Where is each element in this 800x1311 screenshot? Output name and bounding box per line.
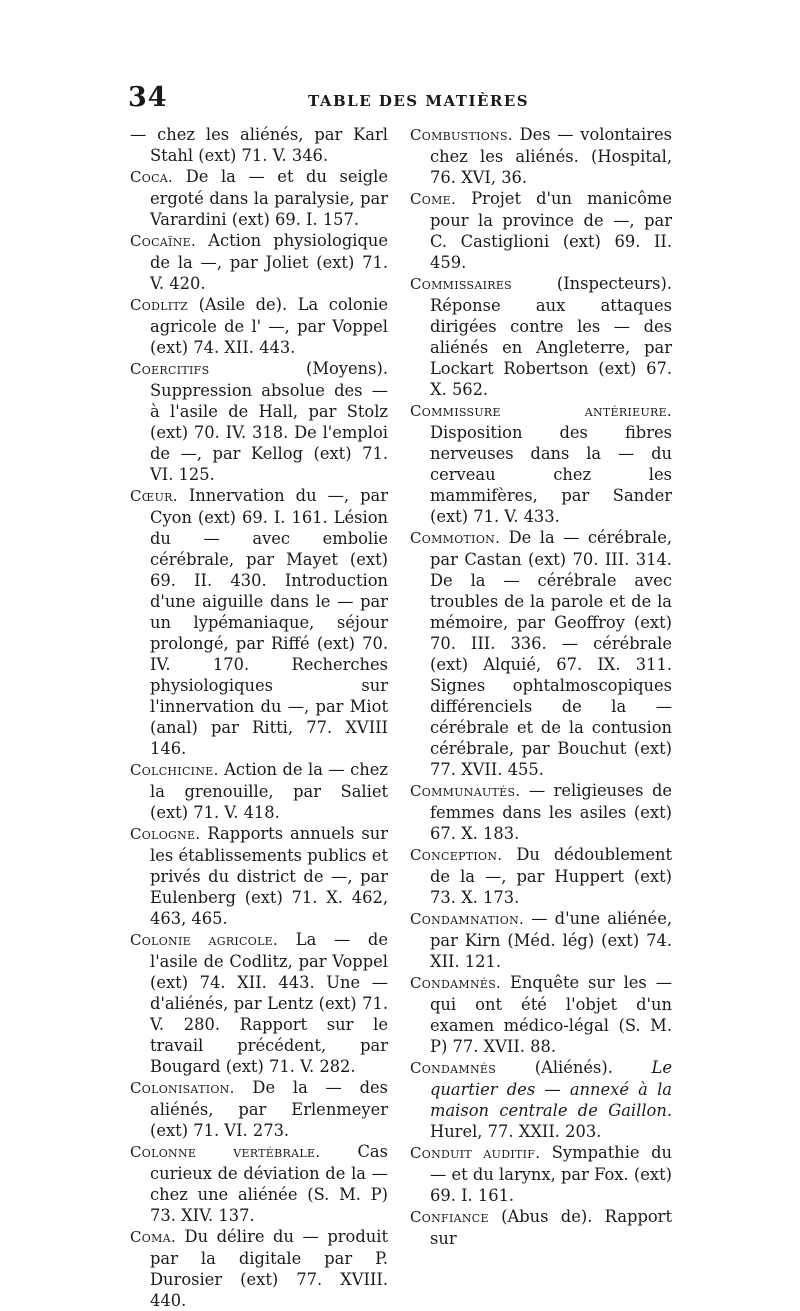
entry-headword: Commissure antérieure. xyxy=(410,402,672,420)
entry-text: De la — et du seigle ergoté dans la paralysie, par Varardini (ext) 69. I. 157. xyxy=(150,167,388,229)
index-entry xyxy=(130,166,388,230)
index-entry xyxy=(130,1141,388,1226)
entry-headword: Come. xyxy=(410,190,457,208)
entry-headword: Coca. xyxy=(130,168,174,186)
index-entry xyxy=(130,929,388,1077)
entry-headword: Condamnation. xyxy=(410,910,525,928)
entry-text: Des — volontaires chez les aliénés. (Hospital, 76. XVI, 36. xyxy=(430,125,672,187)
left-column xyxy=(130,124,388,1310)
index-entry xyxy=(410,780,672,844)
index-entry xyxy=(130,294,388,358)
entry-text: — chez les aliénés, par Karl Stahl (ext) 71. V. 346. xyxy=(130,125,388,165)
entry-text: (Abus de). Rapport sur xyxy=(430,1207,672,1248)
index-entry xyxy=(130,759,388,823)
entry-headword: Cologne. xyxy=(130,825,201,843)
entry-headword: Codlitz xyxy=(130,296,189,314)
index-entry xyxy=(410,273,672,400)
entry-text: Du dédoublement de la —, par Huppert (ext) 73. X. 173. xyxy=(430,845,672,907)
index-entry xyxy=(130,358,388,485)
right-column xyxy=(410,124,672,1248)
entry-headword: Combustions. xyxy=(410,126,513,144)
entry-text: (Inspecteurs). Réponse aux attaques dirigées contre les — des aliénés en Angleterre, par Lockart Robertson (ext) 67. X. 562. xyxy=(430,274,672,399)
entry-text: La — de l'asile de Codlitz, par Voppel (ext) 74. XII. 443. Une — d'aliénés, par Lentz (ext) 71. V. 280. Rapport sur le travail précédent, par Bougard (ext) 71. V. 282. xyxy=(150,930,388,1076)
index-entry xyxy=(130,823,388,929)
running-title: TABLE DES MATIÈRES xyxy=(308,92,530,110)
index-entry xyxy=(130,1226,388,1311)
entry-headword: Conception. xyxy=(410,846,503,864)
entry-headword: Communautés. xyxy=(410,782,521,800)
page-header xyxy=(128,82,668,122)
entry-headword: Cocaïne. xyxy=(130,232,197,250)
entry-text: (Moyens). Suppression absolue des — à l'asile de Hall, par Stolz (ext) 70. IV. 318. De l'emploi de —, par Kellog (ext) 71. VI. 125. xyxy=(150,359,388,484)
entry-text: Action de la — chez la grenouille, par Saliet (ext) 71. V. 418. xyxy=(150,760,388,822)
index-entry xyxy=(410,1057,672,1142)
index-entry xyxy=(410,972,672,1057)
index-entry xyxy=(410,908,672,972)
entry-headword: Conduit auditif. xyxy=(410,1144,541,1162)
entry-text: (Asile de). La colonie agricole de l' —, par Voppel (ext) 74. XII. 443. xyxy=(150,295,388,357)
entry-headword: Cœur. xyxy=(130,487,178,505)
entry-headword: Commissaires xyxy=(410,275,512,293)
entry-headword: Colonne vertébrale. xyxy=(130,1143,321,1161)
entry-text: — religieuses de femmes dans les asiles (ext) 67. X. 183. xyxy=(430,781,672,843)
entry-headword: Colchicine. xyxy=(130,761,219,779)
entry-headword: Confiance xyxy=(410,1208,489,1226)
index-entry xyxy=(410,400,672,527)
entry-text: — d'une aliénée, par Kirn (Méd. lég) (ext) 74. XII. 121. xyxy=(430,909,672,971)
entry-italic-text: Le quartier des — annexé à la maison centrale de Gaillon. xyxy=(430,1058,672,1120)
entry-text: Projet d'un manicôme pour la province de —, par C. Castiglioni (ext) 69. II. 459. xyxy=(430,189,672,272)
entry-text: Disposition des fibres nerveuses dans la — du cerveau chez les mammifères, par Sander (ext) 71. V. 433. xyxy=(430,423,672,526)
entry-text: Action physiologique de la —, par Joliet (ext) 71. V. 420. xyxy=(150,231,388,293)
index-entry xyxy=(130,230,388,294)
index-entry xyxy=(410,844,672,908)
entry-tail-text: Hurel, 77. XXII. 203. xyxy=(430,1122,602,1141)
entry-text: Enquête sur les — qui ont été l'objet d'un examen médico-légal (S. M. P) 77. XVII. 88. xyxy=(430,973,672,1056)
entry-text: Cas curieux de déviation de la — chez une aliénée (S. M. P) 73. XIV. 137. xyxy=(150,1142,388,1225)
index-entry xyxy=(130,124,388,166)
entry-text: Innervation du —, par Cyon (ext) 69. I. 161. Lésion du — avec embolie cérébrale, par Mayet (ext) 69. II. 430. Introduction d'une aiguille dans le — par un lypémaniaque, séjour prolongé, par Riffé (ext) 70. IV. 170. Recherches physiologiques sur l'innervation du —, par Miot (anal) par Ritti, 77. XVIII 146. xyxy=(150,486,388,758)
entry-headword: Colonisation. xyxy=(130,1079,235,1097)
index-entry xyxy=(410,188,672,273)
page-number: 34 xyxy=(128,82,168,113)
index-entry xyxy=(410,527,672,780)
entry-text: Rapports annuels sur les établissements publics et privés du district de —, par Eulenberg (ext) 71. X. 462, 463, 465. xyxy=(150,824,388,928)
index-entry xyxy=(410,124,672,188)
index-entry xyxy=(130,1077,388,1141)
entry-text: (Aliénés). xyxy=(496,1058,652,1077)
entry-headword: Commotion. xyxy=(410,529,501,547)
entry-text: Sympathie du — et du larynx, par Fox. (ext) 69. I. 161. xyxy=(430,1143,672,1205)
entry-text: De la — cérébrale, par Castan (ext) 70. III. 314. De la — cérébrale avec troubles de la parole et de la mémoire, par Geoffroy (ext) 70. III. 336. — cérébrale (ext) Alquié, 67. IX. 311. Signes ophtalmoscopiques différenciels de la — cérébrale et de la contusion cérébrale, par Bouchut (ext) 77. XVII. 455. xyxy=(430,528,672,779)
entry-headword: Condamnés xyxy=(410,1059,497,1077)
index-entry xyxy=(130,485,388,759)
entry-headword: Condamnés. xyxy=(410,974,502,992)
entry-headword: Coma. xyxy=(130,1228,176,1246)
index-entry xyxy=(410,1142,672,1206)
entry-headword: Coercitifs xyxy=(130,360,210,378)
entry-text: Du délire du — produit par la digitale par P. Durosier (ext) 77. XVIII. 440. xyxy=(150,1227,388,1310)
entry-headword: Colonie agricole. xyxy=(130,931,279,949)
index-entry xyxy=(410,1206,672,1249)
entry-text: De la — des aliénés, par Erlenmeyer (ext) 71. VI. 273. xyxy=(150,1078,388,1140)
